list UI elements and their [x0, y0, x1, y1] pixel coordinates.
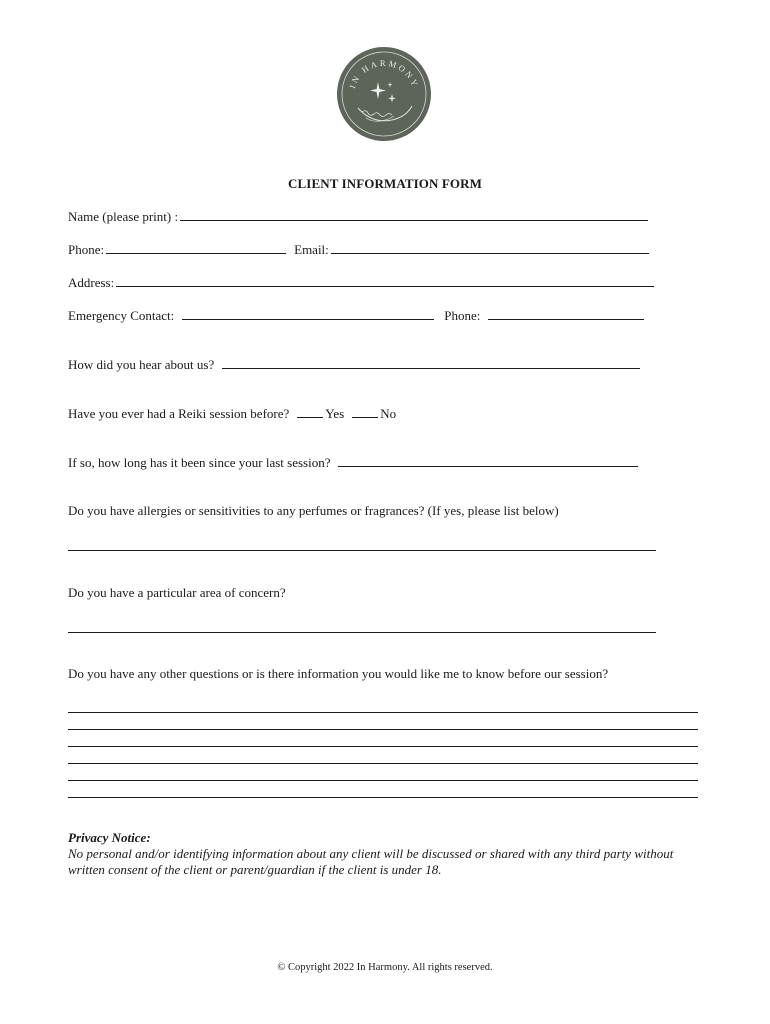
questions-line-4[interactable] — [68, 763, 698, 764]
last-session-field[interactable] — [338, 454, 638, 467]
emergency-phone-field[interactable] — [488, 307, 644, 320]
reiki-label: Have you ever had a Reiki session before? — [68, 406, 290, 421]
allergies-field[interactable] — [68, 550, 656, 551]
emergency-phone-label: Phone: — [444, 308, 481, 323]
questions-label: Do you have any other questions or is there information you would like me to know before our session? — [68, 666, 609, 681]
hear-row — [68, 356, 642, 373]
in-harmony-logo — [336, 46, 432, 142]
last-session-label: If so, how long has it been since your last session? — [68, 455, 331, 470]
questions-line-3[interactable] — [68, 746, 698, 747]
questions-line-1[interactable] — [68, 712, 698, 713]
privacy-notice — [68, 830, 708, 878]
name-label: Name (please print) : — [68, 209, 179, 224]
form-title: CLIENT INFORMATION FORM — [288, 176, 482, 191]
hear-field[interactable] — [222, 356, 640, 369]
privacy-heading: Privacy Notice: — [68, 830, 151, 845]
address-label: Address: — [68, 275, 115, 290]
phone-field[interactable] — [106, 241, 286, 254]
emergency-contact-label: Emergency Contact: — [68, 308, 175, 323]
reiki-no-field[interactable] — [352, 405, 378, 418]
svg-text:IN HARMONY: IN HARMONY — [347, 57, 421, 90]
questions-line-6[interactable] — [68, 797, 698, 798]
hear-label: How did you hear about us? — [68, 357, 215, 372]
copyright: © Copyright 2022 In Harmony. All rights reserved. — [277, 962, 493, 973]
address-row — [68, 274, 656, 291]
emergency-row — [68, 307, 646, 324]
emergency-contact-field[interactable] — [182, 307, 434, 320]
allergies-row — [68, 503, 559, 519]
reiki-yes-field[interactable] — [297, 405, 323, 418]
concern-field[interactable] — [68, 632, 656, 633]
phone-label: Phone: — [68, 242, 105, 257]
allergies-label: Do you have allergies or sensitivities to any perfumes or fragrances? (If yes, please list below) — [68, 503, 559, 518]
phone-email-row — [68, 241, 651, 258]
questions-line-5[interactable] — [68, 780, 698, 781]
name-field[interactable] — [180, 208, 648, 221]
name-row — [68, 208, 650, 225]
reiki-row — [68, 405, 396, 422]
questions-line-2[interactable] — [68, 729, 698, 730]
concern-row — [68, 585, 286, 601]
questions-row — [68, 666, 608, 682]
reiki-no-label: No — [380, 406, 397, 421]
email-label: Email: — [294, 242, 329, 257]
address-field[interactable] — [116, 274, 654, 287]
last-session-row — [68, 454, 640, 471]
reiki-yes-label: Yes — [325, 406, 345, 421]
concern-label: Do you have a particular area of concern? — [68, 585, 286, 600]
privacy-body: No personal and/or identifying information about any client will be discussed or shared with any third party without written consent of the client or parent/guardian if the client is under 18. — [68, 846, 674, 877]
email-field[interactable] — [331, 241, 649, 254]
